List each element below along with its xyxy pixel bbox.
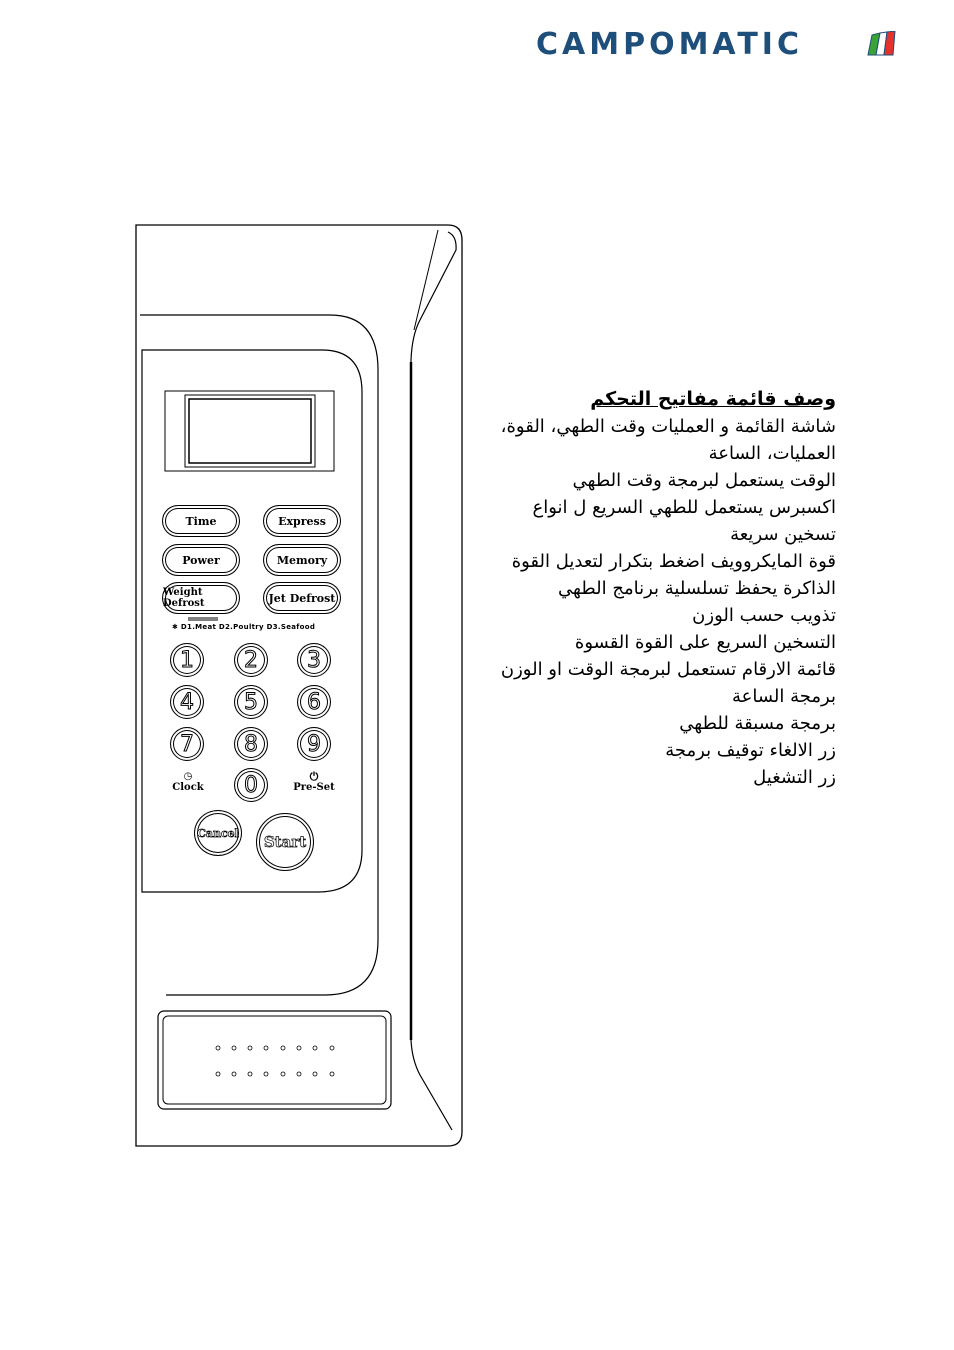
clock-button[interactable]: ◷ Clock bbox=[172, 771, 204, 793]
description-line: الوقت يستعمل لبرمجة وقت الطهي bbox=[572, 470, 836, 491]
brand-logo-text: CAMPOMATIC bbox=[536, 27, 803, 62]
description-line: برمجة مسبقة للطهي bbox=[679, 713, 836, 734]
number-key-8[interactable]: 8 bbox=[234, 727, 268, 761]
description-line: شاشة القائمة و العمليات وقت الطهي، القوة، bbox=[500, 416, 836, 437]
jet-defrost-button[interactable]: Jet Defrost bbox=[263, 582, 341, 614]
number-key-0[interactable]: 0 bbox=[234, 768, 268, 802]
memory-button[interactable]: Memory bbox=[263, 544, 341, 576]
description-line: زر التشغيل bbox=[753, 767, 836, 788]
defrost-legend: ✱ D1.Meat D2.Poultry D3.Seafood bbox=[172, 623, 316, 631]
description-title: وصف قائمة مفاتيح التحكم bbox=[590, 388, 836, 410]
number-key-7[interactable]: 7 bbox=[170, 727, 204, 761]
cancel-button[interactable]: Cancel bbox=[194, 810, 242, 856]
number-key-5[interactable]: 5 bbox=[234, 685, 268, 719]
number-key-3[interactable]: 3 bbox=[297, 643, 331, 677]
snowflake-icon: ✱ bbox=[172, 623, 179, 631]
description-line: قوة المايكروويف اضغط بتكرار لتعديل القوة bbox=[511, 551, 836, 572]
time-button[interactable]: Time bbox=[162, 505, 240, 537]
express-button[interactable]: Express bbox=[263, 505, 341, 537]
description-line: العمليات، الساعة bbox=[708, 443, 836, 464]
description-line: قائمة الارقام تستعمل لبرمجة الوقت او الوزن bbox=[500, 659, 836, 680]
description-line: التسخين السريع على القوة القسوة bbox=[574, 632, 836, 653]
number-key-6[interactable]: 6 bbox=[297, 685, 331, 719]
description-line: تذويب حسب الوزن bbox=[692, 605, 836, 626]
preset-button[interactable]: ⏻ Pre-Set bbox=[293, 770, 335, 793]
number-key-1[interactable]: 1 bbox=[170, 643, 204, 677]
start-button[interactable]: Start bbox=[256, 813, 314, 871]
clock-icon: ◷ bbox=[183, 771, 193, 782]
description-line: برمجة الساعة bbox=[732, 686, 836, 707]
number-key-2[interactable]: 2 bbox=[234, 643, 268, 677]
number-key-4[interactable]: 4 bbox=[170, 685, 204, 719]
power-icon: ⏻ bbox=[309, 770, 319, 783]
description-line: تسخين سريعة bbox=[730, 524, 836, 545]
description-line: الذاكرة يحفظ تسلسلية برنامج الطهي bbox=[558, 578, 836, 599]
description-line: زر الالغاء توقيف برمجة bbox=[665, 740, 836, 761]
description-line: اكسبرس يستعمل للطهي السريع ل انواع bbox=[532, 497, 836, 518]
power-button[interactable]: Power bbox=[162, 544, 240, 576]
number-key-9[interactable]: 9 bbox=[297, 727, 331, 761]
weight-defrost-button[interactable]: Weight Defrost bbox=[162, 582, 240, 614]
control-keys-description bbox=[480, 386, 836, 791]
